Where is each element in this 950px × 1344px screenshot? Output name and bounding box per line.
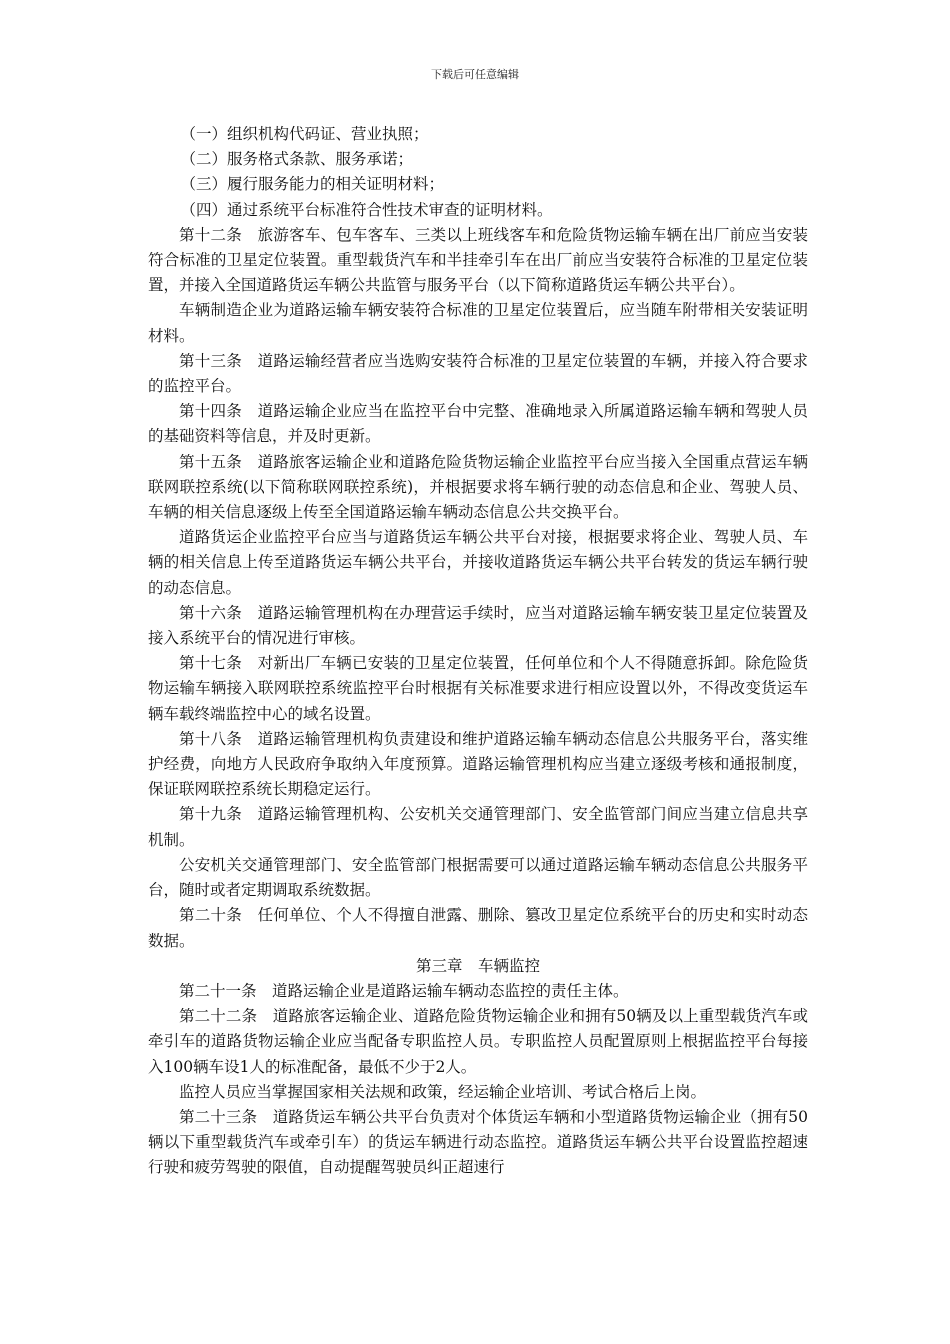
paragraph: 监控人员应当掌握国家相关法规和政策，经运输企业培训、考试合格后上岗。 xyxy=(179,1082,707,1101)
article-20: 第二十条 任何单位、个人不得擅自泄露、删除、篡改卫星定位系统平台的历史和实时动态数据。 xyxy=(148,906,808,950)
document-body xyxy=(148,122,808,1181)
page-header: 下载后可任意编辑 xyxy=(431,68,519,81)
chapter-heading: 第三章 车辆监控 xyxy=(415,956,540,975)
article-18: 第十八条 道路运输管理机构负责建设和维护道路运输车辆动态信息公共服务平台，落实维护经费，向地方人民政府争取纳入年度预算。道路运输管理机构应当建立逐级考核和通报制度，保证联网联控系统长期稳定运行。 xyxy=(148,729,808,799)
list-item: （四）通过系统平台标准符合性技术审查的证明材料。 xyxy=(180,200,553,219)
article-19: 第十九条 道路运输管理机构、公安机关交通管理部门、安全监管部门间应当建立信息共享机制。 xyxy=(148,805,808,849)
list-item: （二）服务格式条款、服务承诺； xyxy=(180,150,414,169)
article-12: 第十二条 旅游客车、包车客车、三类以上班线客车和危险货物运输车辆在出厂前应当安装符合标准的卫星定位装置。重型载货汽车和半挂牵引车在出厂前应当安装符合标准的卫星定位装置，并接入全国道路货运车辆公共监管与服务平台（以下简称道路货运车辆公共平台）。 xyxy=(148,225,808,295)
article-22: 第二十二条 道路旅客运输企业、道路危险货物运输企业和拥有50辆及以上重型载货汽车或牵引车的道路货物运输企业应当配备专职监控人员。专职监控人员配置原则上根据监控平台每接入100辆车设1人的标准配备，最低不少于2人。 xyxy=(148,1007,808,1076)
list-item: （三）履行服务能力的相关证明材料； xyxy=(180,175,445,194)
paragraph: 道路货运企业监控平台应当与道路货运车辆公共平台对接，根据要求将企业、驾驶人员、车辆的相关信息上传至道路货运车辆公共平台，并接收道路货运车辆公共平台转发的货运车辆行驶的动态信息。 xyxy=(148,528,808,597)
article-17: 第十七条 对新出厂车辆已安装的卫星定位装置，任何单位和个人不得随意拆卸。除危险货物运输车辆接入联网联控系统监控平台时根据有关标准要求进行相应设置以外，不得改变货运车辆车载终端监控中心的域名设置。 xyxy=(148,654,808,723)
article-21: 第二十一条 道路运输企业是道路运输车辆动态监控的责任主体。 xyxy=(179,981,629,1000)
list-item: （一）组织机构代码证、营业执照； xyxy=(180,125,429,143)
article-13: 第十三条 道路运输经营者应当选购安装符合标准的卫星定位装置的车辆，并接入符合要求的监控平台。 xyxy=(148,351,808,396)
paragraph: 公安机关交通管理部门、安全监管部门根据需要可以通过道路运输车辆动态信息公共服务平台，随时或者定期调取系统数据。 xyxy=(148,855,808,900)
article-14: 第十四条 道路运输企业应当在监控平台中完整、准确地录入所属道路运输车辆和驾驶人员的基础资料等信息，并及时更新。 xyxy=(148,402,808,446)
article-15: 第十五条 道路旅客运输企业和道路危险货物运输企业监控平台应当接入全国重点营运车辆联网联控系统(以下简称联网联控系统)，并根据要求将车辆行驶的动态信息和企业、驾驶人员、车辆的相关信息逐级上传至全国道路运输车辆动态信息公共交换平台。 xyxy=(148,452,808,522)
article-23: 第二十三条 道路货运车辆公共平台负责对个体货运车辆和小型道路货物运输企业（拥有50辆以下重型载货汽车或牵引车）的货运车辆进行动态监控。道路货运车辆公共平台设置监控超速行驶和疲劳驾驶的限值，自动提醒驾驶员纠正超速行 xyxy=(148,1107,808,1177)
paragraph: 车辆制造企业为道路运输车辆安装符合标准的卫星定位装置后，应当随车附带相关安装证明材料。 xyxy=(148,301,808,345)
article-16: 第十六条 道路运输管理机构在办理营运手续时，应当对道路运输车辆安装卫星定位装置及接入系统平台的情况进行审核。 xyxy=(148,603,808,648)
